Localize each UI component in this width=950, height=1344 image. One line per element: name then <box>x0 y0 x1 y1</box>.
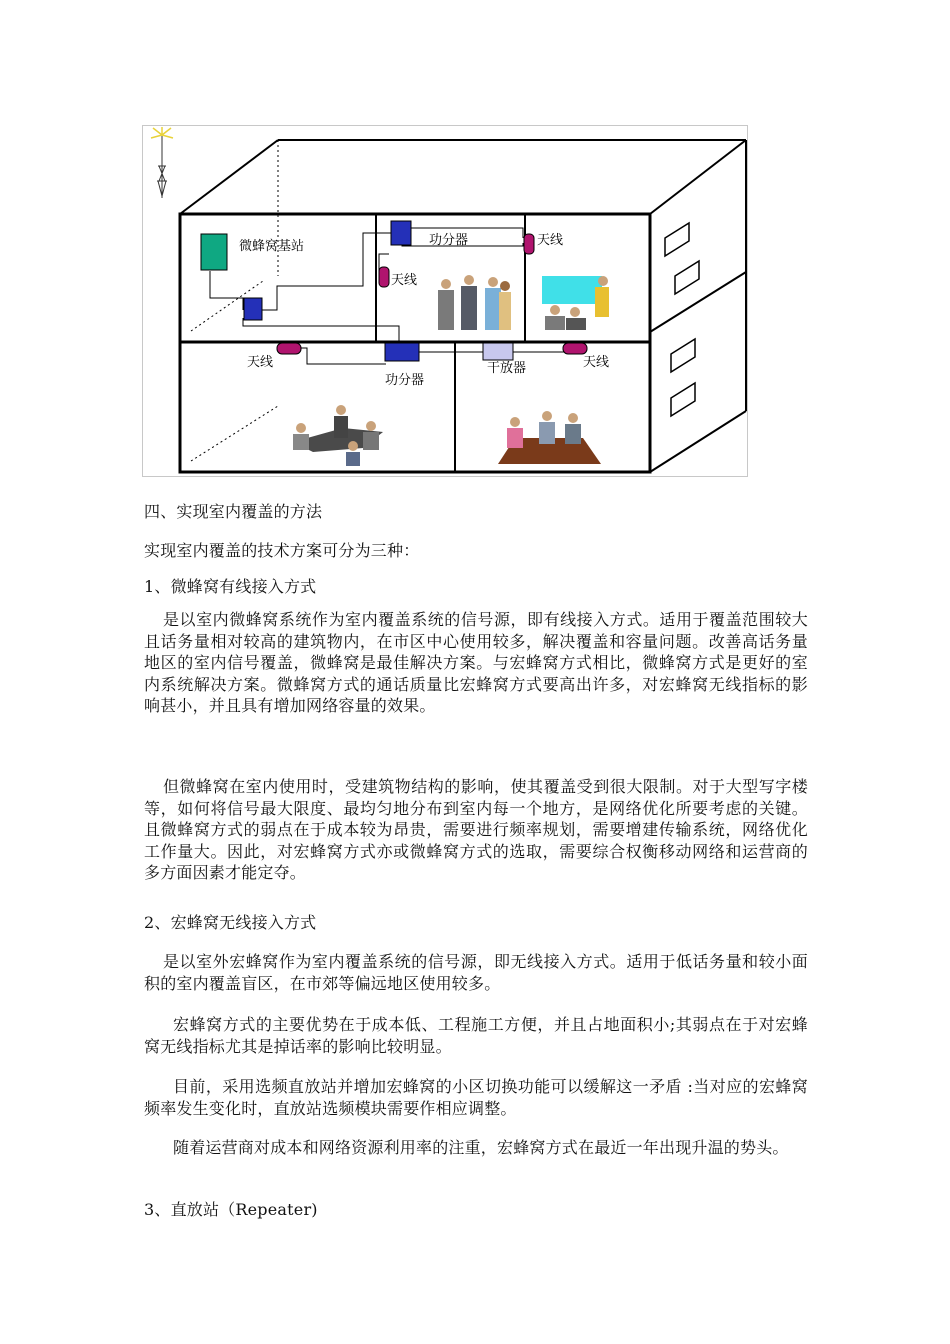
office-meeting-icon <box>498 411 601 464</box>
item2-paragraph-1: 是以室外宏蜂窝作为室内覆盖系统的信号源，即无线接入方式。适用于低话务量和较小面积的室内覆盖盲区，在市郊等偏远地区使用较多。 <box>144 952 808 993</box>
antenna-mid <box>379 267 389 287</box>
item3-title: 3、直放站（Repeater) <box>144 1200 318 1219</box>
splitter-bottom-box <box>385 343 419 361</box>
label-antenna-top-right: 天线 <box>537 233 564 248</box>
antenna-bottom-left <box>277 343 301 354</box>
tower-icon <box>157 136 167 198</box>
base-station-box <box>201 234 227 270</box>
splitter-top-box <box>391 221 411 245</box>
item2-paragraph-2: 宏蜂窝方式的主要优势在于成本低、工程施工方便，并且占地面积小;其弱点在于对宏蜂窝无线指标尤其是掉话率的影响比较明显。 <box>144 1015 808 1056</box>
intro-paragraph: 实现室内覆盖的技术方案可分为三种： <box>144 541 420 560</box>
item1-title: 1、微蜂窝有线接入方式 <box>144 577 317 596</box>
item1-paragraph-2: 但微蜂窝在室内使用时，受建筑物结构的影响，使其覆盖受到很大限制。对于大型写字楼等，如何将信号最大限度、最均匀地分布到室内每一个地方，是网络优化所要考虑的关键。且微蜂窝方式的弱点在于成本较为昂贵，需要进行频率规划，需要增建传输系统，网络优化工作量大。因此，对宏蜂窝方式亦或微蜂窝方式的选取，需要综合权衡移动网络和运营商的多方面因素才能定夺。 <box>144 777 808 882</box>
section-title: 四、实现室内覆盖的方法 <box>144 502 323 521</box>
splitter-small-box <box>244 298 262 320</box>
item2-paragraph-4: 随着运营商对成本和网络资源利用率的注重，宏蜂窝方式在最近一年出现升温的势头。 <box>173 1138 789 1157</box>
item1-paragraph-1: 是以室内微蜂窝系统作为室内覆盖系统的信号源，即有线接入方式。适用于覆盖范围较大且话务量相对较高的建筑物内，在市区中心使用较多，解决覆盖和容量问题。改善高话务量地区的室内信号覆盖，微蜂窝是最佳解决方案。与宏蜂窝方式相比，微蜂窝方式是更好的室内系统解决方案。微蜂窝方式的通话质量比宏蜂窝方式要高出许多，对宏蜂窝无线指标的影响甚小，并且具有增加网络容量的效果。 <box>144 610 808 715</box>
label-antenna-mid: 天线 <box>391 273 418 288</box>
meeting-table-icon <box>293 405 383 466</box>
label-antenna-bottom-left: 天线 <box>247 355 274 370</box>
presentation-screen-icon <box>542 276 609 330</box>
item2-title: 2、宏蜂窝无线接入方式 <box>144 913 317 932</box>
people-handshake-icon <box>438 275 511 330</box>
antenna-top-right <box>524 234 534 254</box>
item2-paragraph-3: 目前，采用选频直放站并增加宏蜂窝的小区切换功能可以缓解这一矛盾 :当对应的宏蜂窝频率发生变化时，直放站选频模块需要作相应调整。 <box>144 1077 808 1118</box>
label-antenna-bottom-right: 天线 <box>583 355 610 370</box>
label-splitter-top: 功分器 <box>429 233 469 248</box>
antenna-bottom-right <box>563 343 587 354</box>
label-splitter-bottom: 功分器 <box>385 373 425 388</box>
building-coverage-diagram <box>142 125 748 477</box>
label-base-station: 微蜂窝基站 <box>239 239 305 254</box>
label-amplifier: 干放器 <box>487 361 527 376</box>
amplifier-box <box>483 343 513 360</box>
